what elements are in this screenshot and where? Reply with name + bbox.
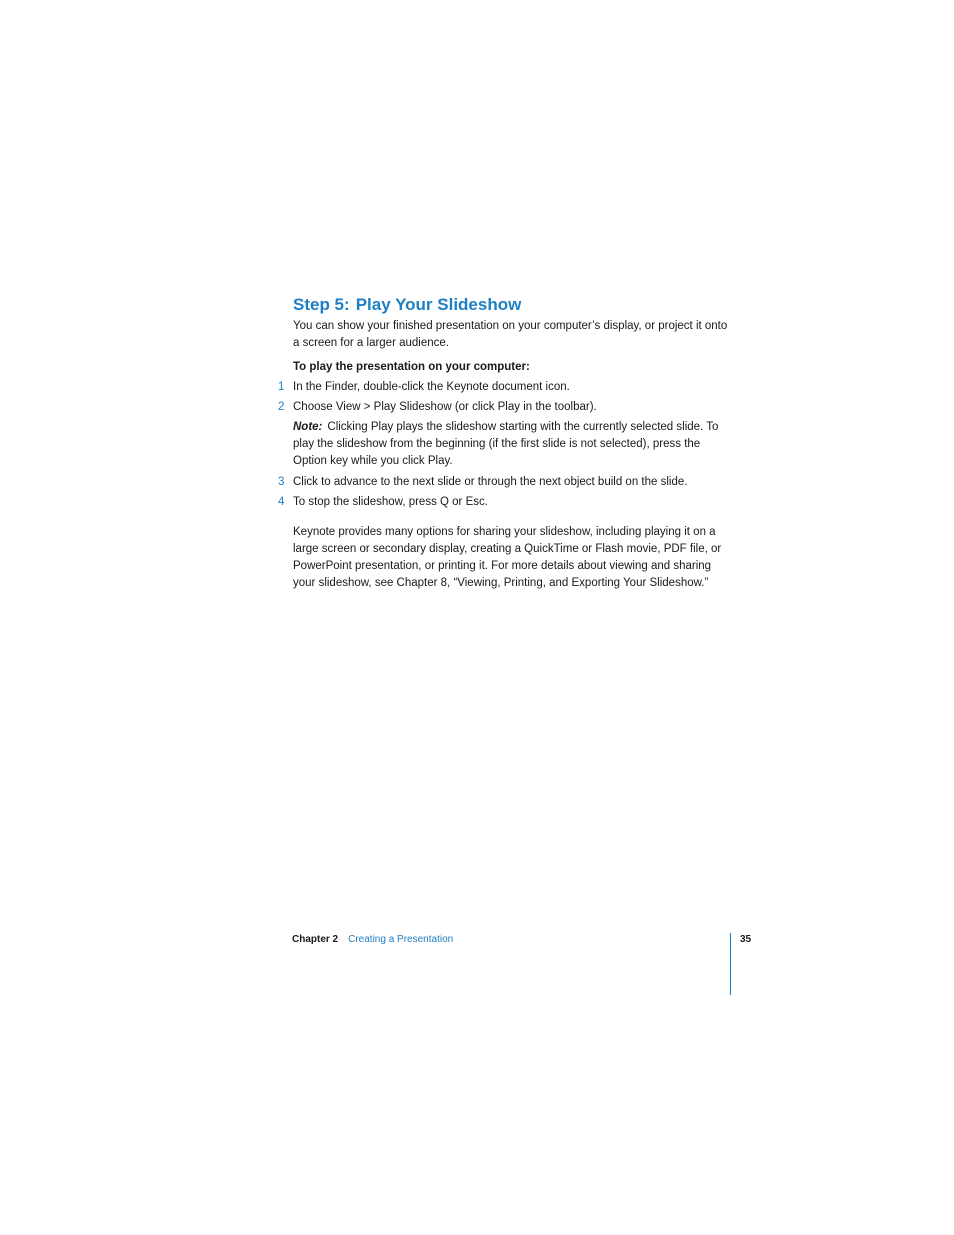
page-number: 35 <box>740 934 752 945</box>
step-text: In the Finder, double-click the Keynote document icon. <box>293 381 570 393</box>
page-footer <box>292 932 453 948</box>
step-text: Choose View > Play Slideshow (or click Play in the toolbar). <box>293 401 597 413</box>
step-item <box>278 399 733 416</box>
note-paragraph <box>293 419 733 470</box>
page-content <box>278 294 733 592</box>
step-item <box>278 494 733 511</box>
footer-chapter-title: Creating a Presentation <box>348 934 454 945</box>
step-number: 4 <box>278 496 285 508</box>
note-label: Note: <box>293 421 323 433</box>
step-number: 3 <box>278 476 285 488</box>
intro-paragraph: You can show your finished presentation on your computer’s display, or project it onto a screen for a larger audience. <box>293 320 728 349</box>
section-heading <box>293 294 733 316</box>
footer-chapter: Chapter 2 <box>292 934 339 945</box>
step-number: 1 <box>278 381 285 393</box>
step-item <box>278 474 733 491</box>
note-text: Clicking Play plays the slideshow starting with the currently selected slide. To play the slideshow from the beginning (if the first slide is not selected), press the Option key while you click Play. <box>293 421 719 467</box>
step-label: Step 5: <box>293 295 350 314</box>
task-title: To play the presentation on your computer: <box>293 361 530 373</box>
footer-divider <box>730 933 731 995</box>
step-number: 2 <box>278 401 285 413</box>
step-text: Click to advance to the next slide or through the next object build on the slide. <box>293 476 688 488</box>
closing-paragraph: Keynote provides many options for sharing your slideshow, including playing it on a large screen or secondary display, creating a QuickTime or Flash movie, PDF file, or PowerPoint presentation, or printing it. For more details about viewing and sharing your slideshow, see Chapter 8, “Viewing, Printing, and Exporting Your Slideshow.” <box>293 526 722 589</box>
step-item <box>278 379 733 396</box>
step-text: To stop the slideshow, press Q or Esc. <box>293 496 488 508</box>
section-title: Play Your Slideshow <box>355 295 522 314</box>
